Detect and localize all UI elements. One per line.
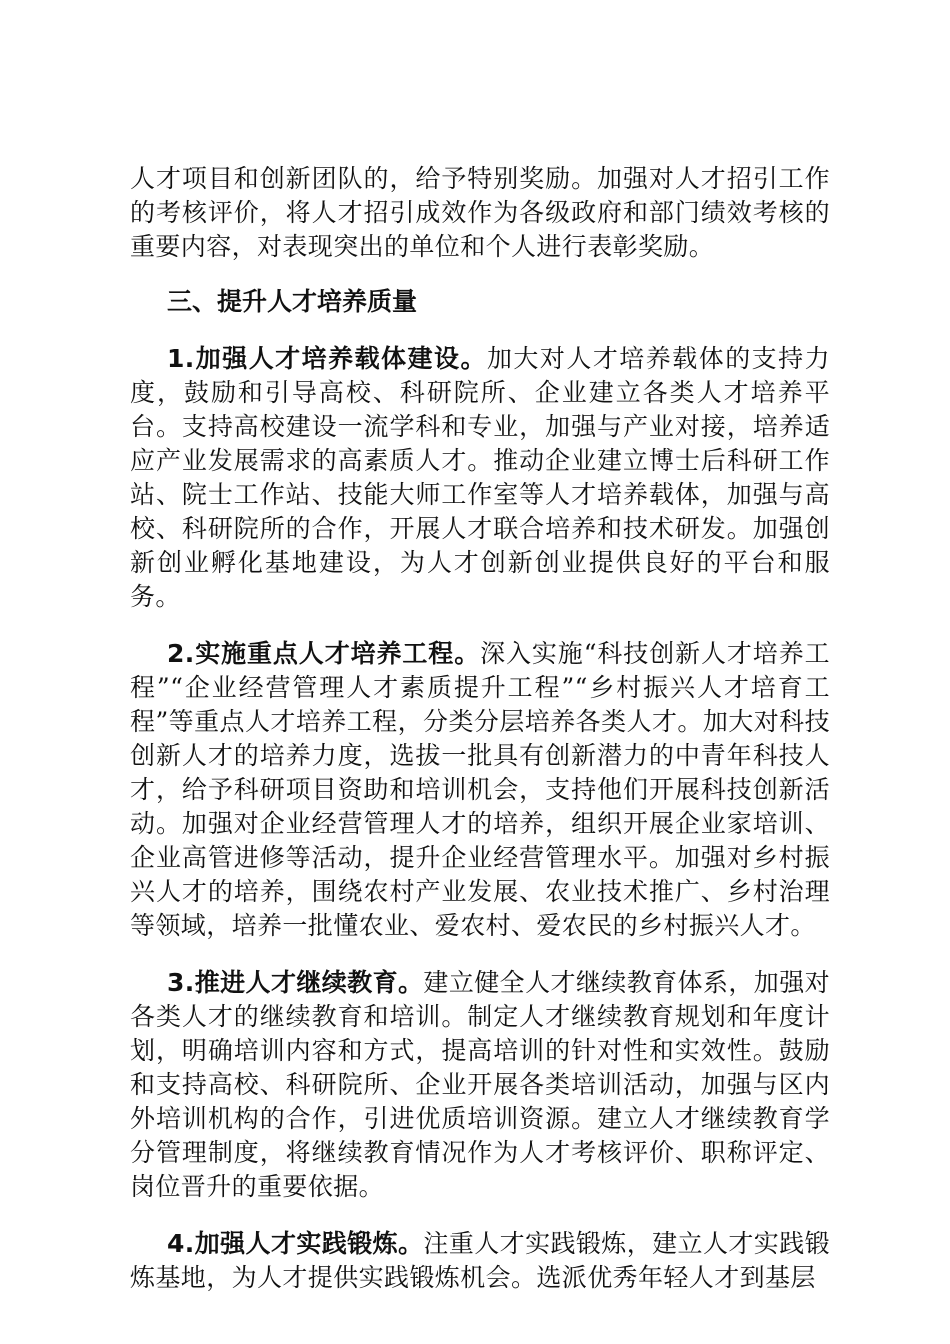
paragraph-body: 注重人才实践锻炼，建立人才实践锻炼基地，为人才提供实践锻炼机会。选派优秀年轻人才到基层 [130, 1229, 831, 1292]
paragraph-lead: 3.推进人才继续教育。 [167, 968, 424, 997]
paragraph-body: 建立健全人才继续教育体系，加强对各类人才的继续教育和培训。制定人才继续教育规划和年度计划，明确培训内容和方式，提高培训的针对性和实效性。鼓励和支持高校、科研院所、企业开展各类培训活动，加强与区内外培训机构的合作，引进优质培训资源。建立人才继续教育学分管理制度，将继续教育情况作为人才考核评价、职称评定、岗位晋升的重要依据。 [130, 968, 831, 1201]
paragraph-continued [130, 162, 830, 264]
paragraph-3 [130, 966, 830, 1204]
paragraph-lead: 1.加强人才培养载体建设。 [167, 344, 487, 373]
paragraph-2 [130, 637, 830, 943]
section-heading: 三、提升人才培养质量 [167, 287, 418, 316]
paragraph-lead: 4.加强人才实践锻炼。 [167, 1229, 424, 1258]
paragraph-body: 加大对人才培养载体的支持力度，鼓励和引导高校、科研院所、企业建立各类人才培养平台。支持高校建设一流学科和专业，加强与产业对接，培养适应产业发展需求的高素质人才。推动企业建立博士后科研工作站、院士工作站、技能大师工作室等人才培养载体，加强与高校、科研院所的合作，开展人才联合培养和技术研发。加强创新创业孵化基地建设，为人才创新创业提供良好的平台和服务。 [130, 344, 831, 611]
paragraph-1 [130, 342, 830, 614]
paragraph-4 [130, 1227, 830, 1295]
document-page [130, 162, 830, 1295]
paragraph-body: 人才项目和创新团队的，给予特别奖励。加强对人才招引工作的考核评价，将人才招引成效作为各级政府和部门绩效考核的重要内容，对表现突出的单位和个人进行表彰奖励。 [130, 164, 830, 261]
paragraph-body: 深入实施“科技创新人才培养工程”“企业经营管理人才素质提升工程”“乡村振兴人才培育工程”等重点人才培养工程，分类分层培养各类人才。加大对科技创新人才的培养力度，选拔一批具有创新潜力的中青年科技人才，给予科研项目资助和培训机会，支持他们开展科技创新活动。加强对企业经营管理人才的培养，组织开展企业家培训、企业高管进修等活动，提升企业经营管理水平。加强对乡村振兴人才的培养，围绕农村产业发展、农业技术推广、乡村治理等领域，培养一批懂农业、爱农村、爱农民的乡村振兴人才。 [130, 639, 830, 940]
paragraph-lead: 2.实施重点人才培养工程。 [167, 639, 481, 668]
